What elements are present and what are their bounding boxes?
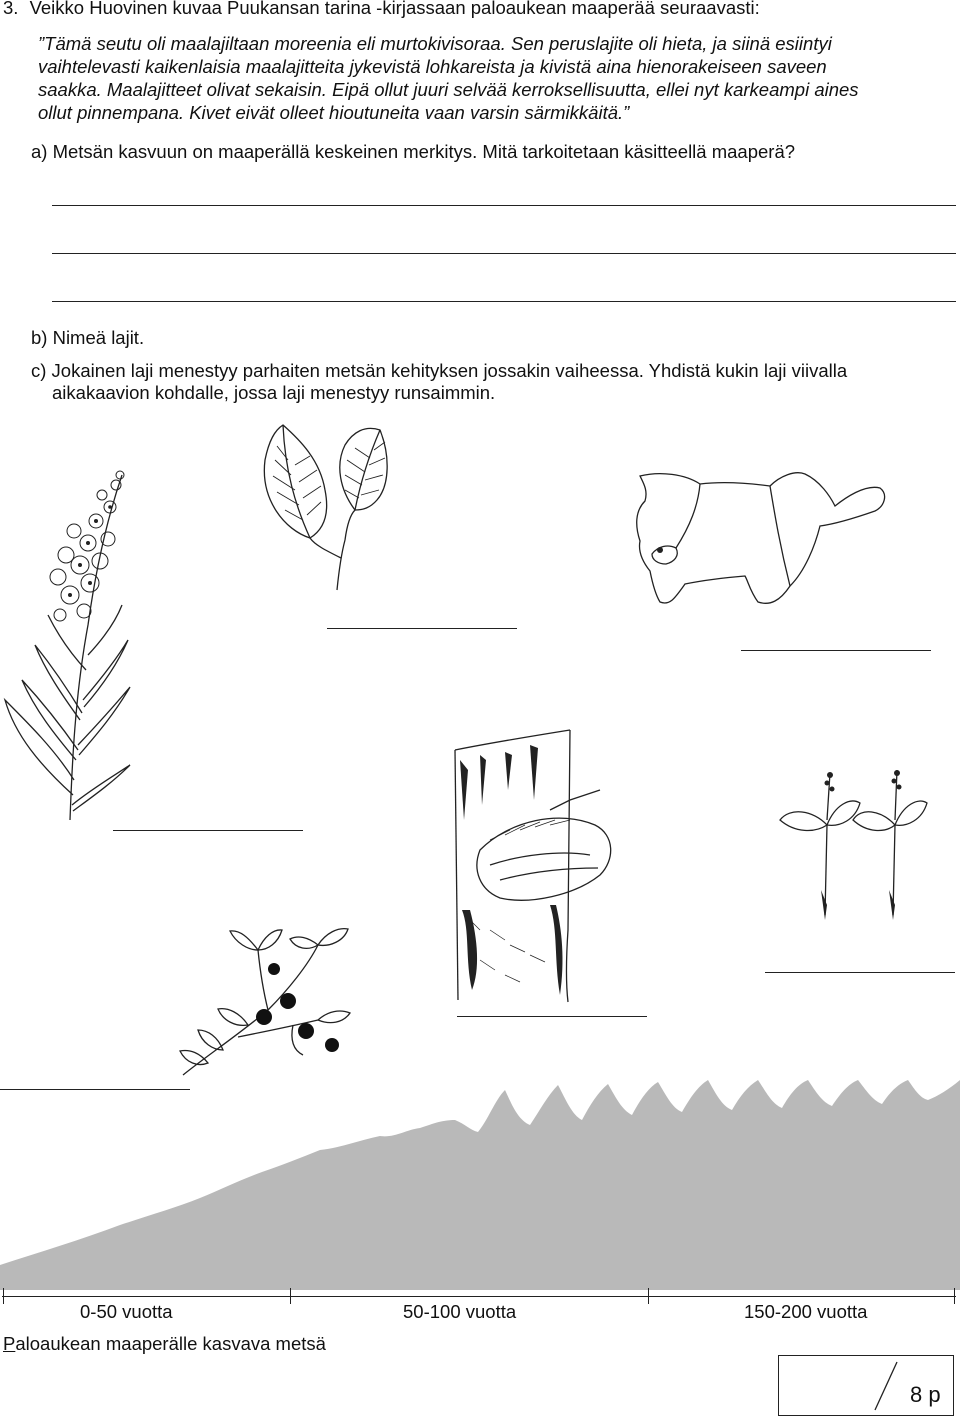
quote-line-4: ollut pinnempana. Kivet eivät olleet hioutuneita vaan varsin särmikkäitä.” [38, 102, 630, 123]
task-intro: Veikko Huovinen kuvaa Puukansan tarina -kirjassaan paloaukean maaperää seuraavasti: [29, 0, 760, 18]
score-box[interactable] [778, 1355, 954, 1416]
quote-line-1: ”Tämä seutu oli maalajiltaan moreenia eli murtokivisoraa. Sen peruslajite oli hieta, ja siinä esiintyi [38, 33, 832, 54]
polypore-illustration [450, 730, 630, 1010]
question-c-line-1: c) Jokainen laji menestyy parhaiten metsän kehityksen jossakin vaiheessa. Yhdistä kukin laji viivalla [31, 360, 848, 381]
quote-line-3: saakka. Maalajitteet olivat sekaisin. Eipä ollut juuri selvää kerroksellisuutta, ellei nyt karkeampi aines [38, 79, 859, 100]
task-heading [3, 0, 760, 19]
answer-line-a3[interactable] [52, 301, 956, 302]
question-c-line-2: aikakaavion kohdalle, jossa laji menestyy runsaimmin. [52, 382, 496, 403]
answer-line-squirrel[interactable] [741, 650, 931, 651]
timeline-tick-1 [290, 1288, 291, 1304]
answer-line-a2[interactable] [52, 253, 956, 254]
quote-line-2: vaihtelevasti kaikenlaisia maalajitteita jykevistä lohkareista ja kivistä aina hienorakeiseen saveen [38, 56, 827, 77]
birch-leaves-illustration [255, 420, 395, 600]
timeline-axis [2, 1296, 956, 1297]
forest-growth-chart [0, 1080, 960, 1290]
seedlings-illustration [775, 765, 945, 925]
timeline-label-0-50: 0-50 vuotta [80, 1301, 173, 1322]
caption-first-letter: P [3, 1333, 16, 1354]
score-slash-icon [871, 1358, 901, 1414]
fireweed-illustration [0, 465, 140, 825]
answer-line-seedlings[interactable] [765, 972, 955, 973]
question-a: a) Metsän kasvuun on maaperällä keskeinen merkitys. Mitä tarkoitetaan käsitteellä maaperä? [31, 141, 796, 162]
answer-line-birch[interactable] [327, 628, 517, 629]
timeline-tick-0 [3, 1288, 4, 1304]
timeline-caption [3, 1332, 326, 1355]
timeline-label-50-100: 50-100 vuotta [403, 1301, 517, 1322]
answer-line-a1[interactable] [52, 205, 956, 206]
answer-line-fireweed[interactable] [113, 830, 303, 831]
timeline-tick-2 [648, 1288, 649, 1304]
timeline-label-150-200: 150-200 vuotta [744, 1301, 868, 1322]
score-points: 8 p [910, 1382, 941, 1407]
question-b: b) Nimeä lajit. [31, 327, 145, 348]
task-number: 3. [3, 0, 19, 18]
bilberry-illustration [178, 915, 358, 1080]
answer-line-polypore[interactable] [457, 1016, 647, 1017]
flying-squirrel-illustration [630, 466, 890, 616]
timeline-tick-3 [954, 1288, 955, 1304]
caption-rest: aloaukean maaperälle kasvava metsä [15, 1333, 326, 1354]
